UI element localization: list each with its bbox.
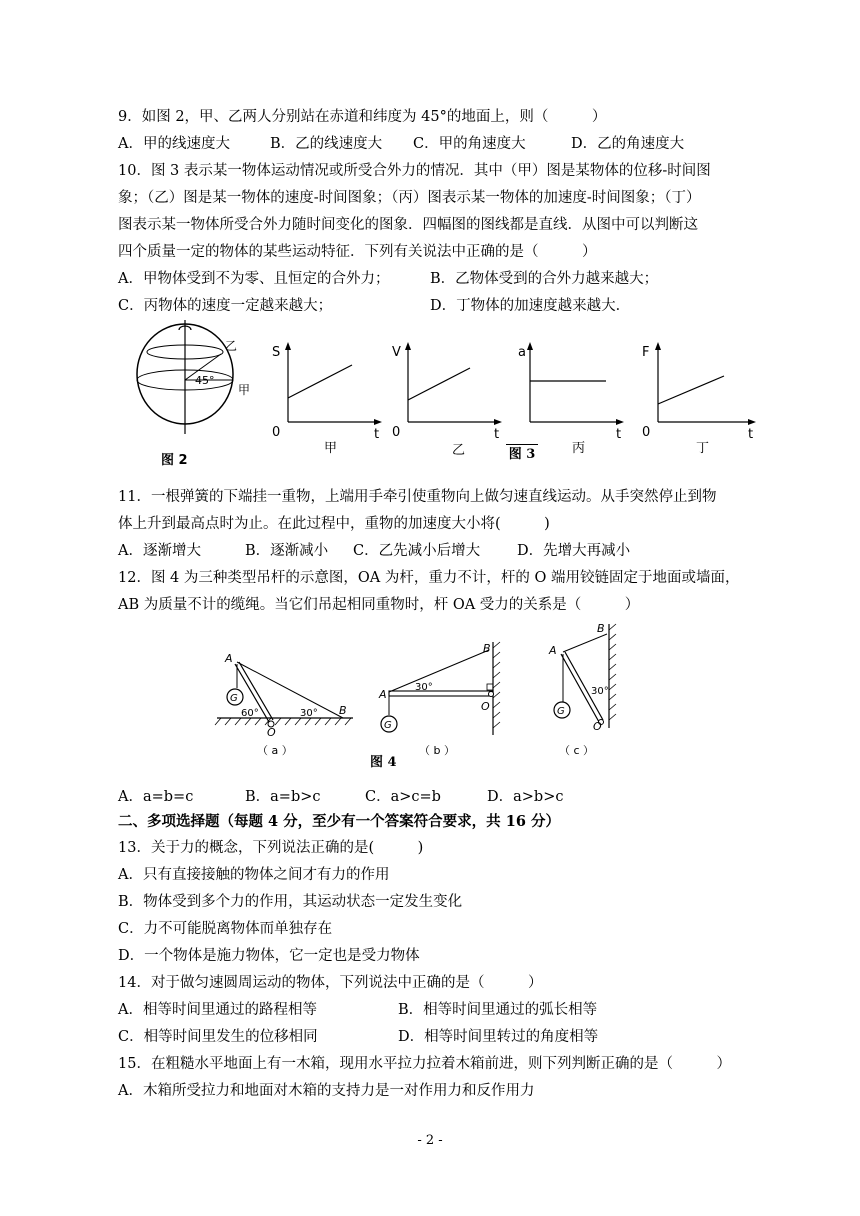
graph-ding-origin: 0 xyxy=(642,425,651,440)
figure-4a xyxy=(213,650,363,780)
q15-option-a: A．木箱所受拉力和地面对木箱的支持力是一对作用力和反作用力 xyxy=(118,1083,535,1099)
q10-line-3: 图表示某一物体所受合外力随时间变化的图象．四幅图的图线都是直线．从图中可以判断这 xyxy=(118,217,698,233)
q14-option-c: C．相等时间里发生的位移相同 xyxy=(118,1029,318,1045)
fig4c-label-b: B xyxy=(597,622,605,635)
q14-option-a: A．相等时间里通过的路程相等 xyxy=(118,1002,317,1018)
q14-stem: 14．对于做匀速圆周运动的物体，下列说法中正确的是（ ） xyxy=(118,975,543,991)
fig4c-label-a: A xyxy=(549,644,557,657)
q11-option-b: B．逐渐减小 xyxy=(245,543,329,559)
q11-option-a: A．逐渐增大 xyxy=(118,543,201,559)
q9-option-a: A．甲的线速度大 xyxy=(118,136,230,152)
fig4b-label-g: G xyxy=(384,720,392,731)
q10-option-d: D．丁物体的加速度越来越大． xyxy=(430,298,631,314)
q10-option-a: A．甲物体受到不为零、且恒定的合外力； xyxy=(118,271,390,287)
fig4a-label-a: A xyxy=(225,652,233,665)
q11-option-c: C．乙先减小后增大 xyxy=(353,543,481,559)
graph-yi-xlabel: t xyxy=(494,427,500,442)
q13-stem: 13．关于力的概念，下列说法正确的是( ) xyxy=(118,840,424,856)
graph-jia-xlabel: t xyxy=(374,427,380,442)
q13-option-c: C．力不可能脱离物体而单独存在 xyxy=(118,921,333,937)
q12-option-b: B．a=b>c xyxy=(245,789,321,805)
figure-2-caption: 图 2 xyxy=(161,453,188,468)
q14-option-b: B．相等时间里通过的弧长相等 xyxy=(398,1002,598,1018)
figure-4-caption: 图 4 xyxy=(370,755,397,770)
q10-option-b: B．乙物体受到的合外力越来越大； xyxy=(430,271,659,287)
label-yi: 乙 xyxy=(225,339,238,353)
fig4b-caption: （ b ） xyxy=(419,744,455,757)
graph-yi-name: 乙 xyxy=(452,443,466,458)
q13-option-b: B．物体受到多个力的作用，其运动状态一定发生变化 xyxy=(118,894,463,910)
graph-jia-ylabel: S xyxy=(272,345,281,360)
fig4c-label-o: O xyxy=(593,720,602,733)
q12-line-1: 12．图 4 为三种类型吊杆的示意图，OA 为杆，重力不计，杆的 O 端用铰链固定于地面或墙面， xyxy=(118,570,740,586)
q10-line-2: 象；（乙）图是某一物体的速度-时间图象；（丙）图表示某一物体的加速度-时间图象；（丁） xyxy=(118,190,701,206)
figure-4c xyxy=(545,622,655,762)
graph-jia-name: 甲 xyxy=(324,441,338,456)
fig4b-label-o: O xyxy=(481,700,490,713)
fig4a-label-b: B xyxy=(339,704,347,717)
q14-option-d: D．相等时间里转过的角度相等 xyxy=(398,1029,599,1045)
q9-option-c: C．甲的角速度大 xyxy=(413,136,526,152)
q12-option-d: D．a>b>c xyxy=(487,789,564,805)
q11-line-1: 11．一根弹簧的下端挂一重物，上端用手牵引使重物向上做匀速直线运动。从手突然停止到物 xyxy=(118,489,717,505)
q15-stem: 15．在粗糙水平地面上有一木箱，现用水平拉力拉着木箱前进，则下列判断正确的是（ ） xyxy=(118,1056,731,1072)
graph-jia-origin: 0 xyxy=(272,425,281,440)
graph-yi-origin: 0 xyxy=(392,425,401,440)
graph-bing-xlabel: t xyxy=(616,427,622,442)
section-2-title: 二、多项选择题（每题 4 分，至少有一个答案符合要求，共 16 分） xyxy=(118,813,560,830)
graph-bing-ylabel: a xyxy=(518,345,526,360)
graph-ding-xlabel: t xyxy=(748,427,754,442)
figure-4b xyxy=(375,640,525,770)
latitude-angle-label: 45° xyxy=(195,374,215,387)
q12-option-c: C．a>c=b xyxy=(365,789,441,805)
label-jia: 甲 xyxy=(238,383,251,397)
q10-option-c: C．丙物体的速度一定越来越大； xyxy=(118,298,333,314)
q12-option-a: A．a=b=c xyxy=(118,789,194,805)
q9-stem: 9．如图 2，甲、乙两人分别站在赤道和纬度为 45°的地面上，则（ ） xyxy=(118,109,607,125)
fig4a-angle-60: 60° xyxy=(241,708,259,719)
fig4c-label-g: G xyxy=(557,706,565,717)
q11-option-d: D．先增大再减小 xyxy=(517,543,631,559)
fig4b-label-b: B xyxy=(483,642,491,655)
graph-bing-name: 丙 xyxy=(572,441,586,456)
q12-line-2: AB 为质量不计的缆绳。当它们吊起相同重物时，杆 OA 受力的关系是（ ） xyxy=(118,597,640,613)
q10-line-1: 10．图 3 表示某一物体运动情况或所受合外力的情况．其中（甲）图是某物体的位移-时间图 xyxy=(118,163,711,179)
graph-yi xyxy=(390,340,510,458)
graph-jia xyxy=(270,340,390,456)
graph-ding xyxy=(640,340,770,456)
fig4c-caption: （ c ） xyxy=(559,744,595,757)
page-number: - 2 - xyxy=(417,1133,443,1148)
fig4c-angle-30: 30° xyxy=(591,686,609,697)
fig4a-label-o: O xyxy=(267,726,276,739)
q13-option-a: A．只有直接接触的物体之间才有力的作用 xyxy=(118,867,390,883)
graph-yi-ylabel: V xyxy=(392,345,401,360)
q13-option-d: D．一个物体是施力物体，它一定也是受力物体 xyxy=(118,948,420,964)
q10-line-4: 四个质量一定的物体的某些运动特征．下列有关说法中正确的是（ ） xyxy=(118,244,597,260)
graph-ding-ylabel: F xyxy=(642,345,650,360)
fig4a-label-g: G xyxy=(230,693,238,704)
figure-3-caption: 图 3 xyxy=(506,444,538,465)
fig4b-angle-30: 30° xyxy=(415,682,433,693)
fig4a-caption: （ a ） xyxy=(257,744,293,757)
fig4a-angle-30: 30° xyxy=(300,708,318,719)
q11-line-2: 体上升到最高点时为止。在此过程中，重物的加速度大小将( ) xyxy=(118,516,550,532)
figure-2-globe xyxy=(125,322,275,468)
fig4b-label-a: A xyxy=(379,688,387,701)
q9-option-d: D．乙的角速度大 xyxy=(571,136,685,152)
graph-ding-name: 丁 xyxy=(696,441,710,456)
q9-option-b: B．乙的线速度大 xyxy=(270,136,383,152)
